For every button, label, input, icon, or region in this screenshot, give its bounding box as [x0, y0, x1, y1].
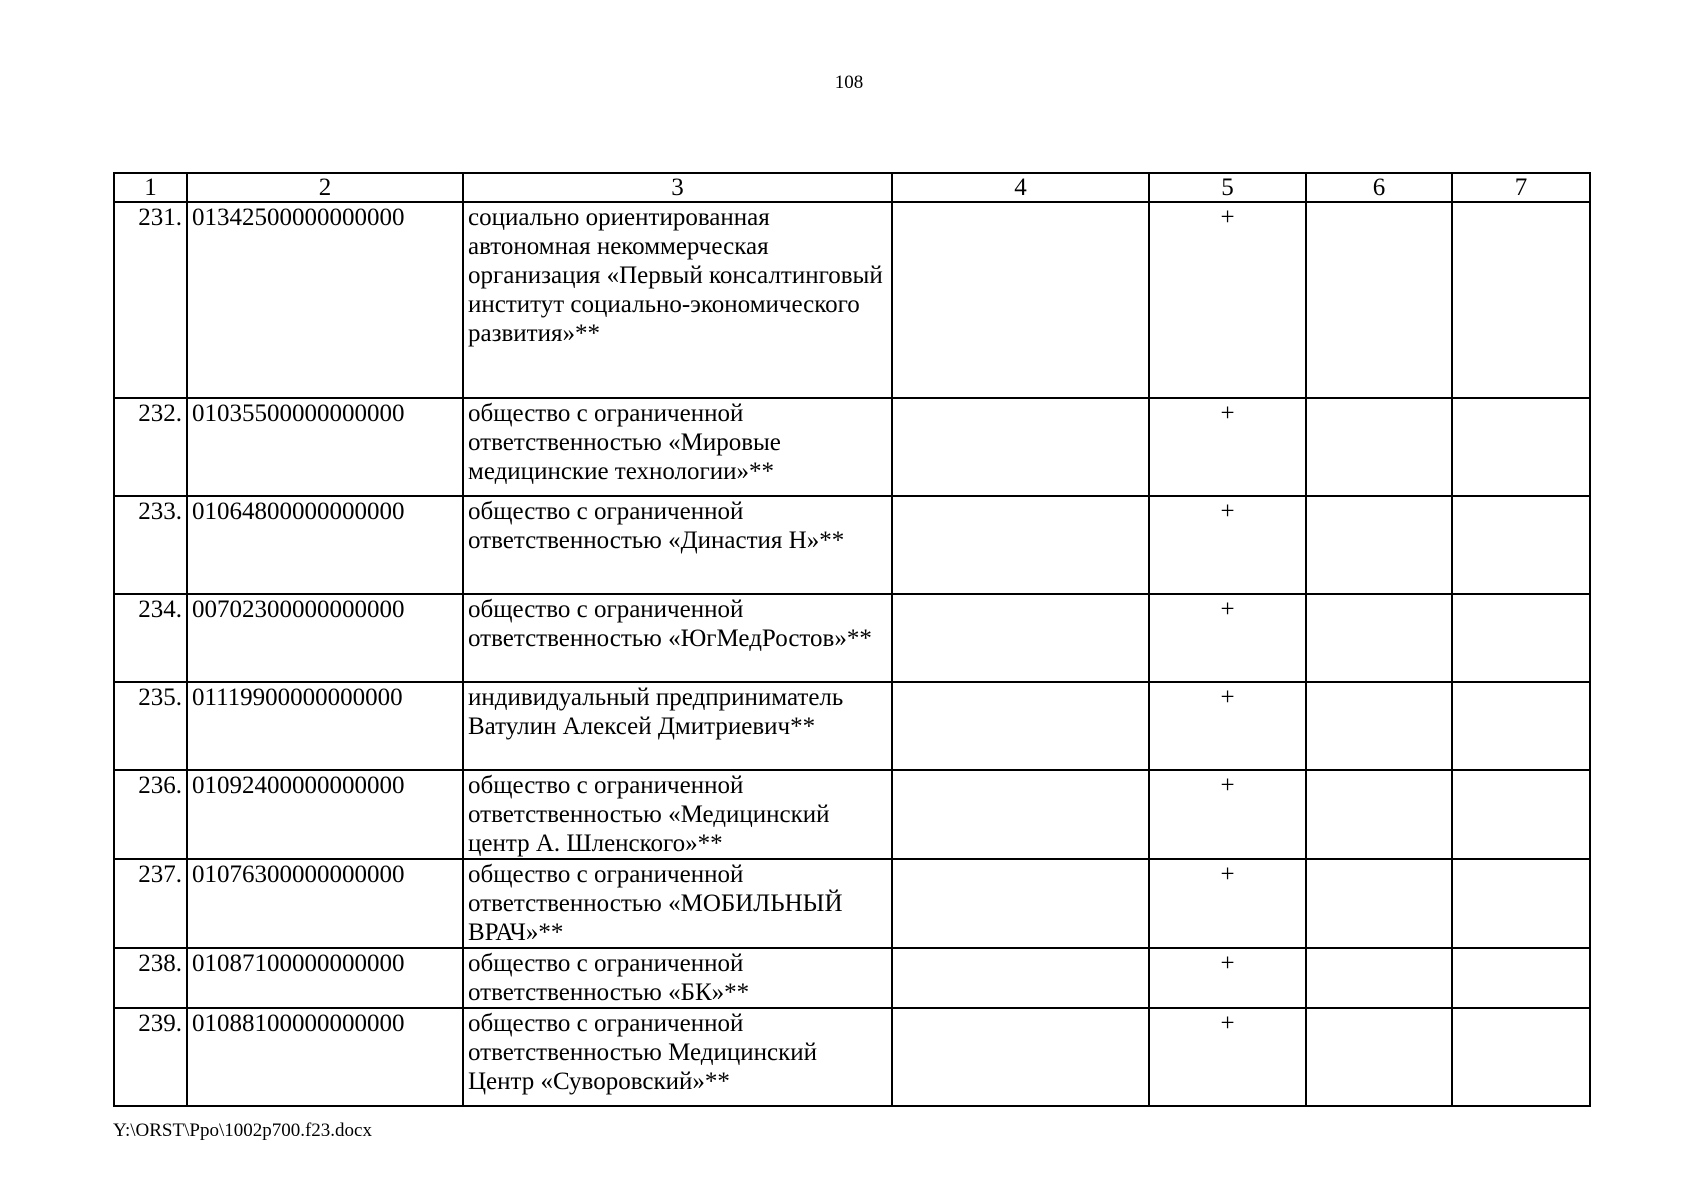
- row-code: 01035500000000000: [187, 398, 463, 496]
- table-row: [114, 594, 1590, 682]
- column-header: 5: [1149, 173, 1306, 202]
- table-row: [114, 496, 1590, 594]
- file-path-footer: Y:\ORST\Ppo\1002p700.f23.docx: [113, 1120, 372, 1141]
- column-header: 4: [892, 173, 1149, 202]
- table-row: [114, 1008, 1590, 1106]
- cell-col4: [892, 948, 1149, 1008]
- organization-name: индивидуальный предприниматель Ватулин Алексей Дмитриевич**: [463, 682, 892, 770]
- cell-col4: [892, 202, 1149, 398]
- plus-mark: +: [1149, 859, 1306, 948]
- cell-col6: [1306, 202, 1452, 398]
- row-code: 00702300000000000: [187, 594, 463, 682]
- table-row: [114, 770, 1590, 859]
- organization-name: общество с ограниченной ответственностью Медицинский Центр «Суворовский»**: [463, 1008, 892, 1106]
- cell-col7: [1452, 770, 1590, 859]
- cell-col6: [1306, 496, 1452, 594]
- column-header: 3: [463, 173, 892, 202]
- row-number: 239.: [114, 1008, 187, 1106]
- cell-col4: [892, 770, 1149, 859]
- cell-col4: [892, 1008, 1149, 1106]
- cell-col7: [1452, 859, 1590, 948]
- cell-col7: [1452, 948, 1590, 1008]
- column-header: 2: [187, 173, 463, 202]
- row-number: 231.: [114, 202, 187, 398]
- organization-name: общество с ограниченной ответственностью «ЮгМедРостов»**: [463, 594, 892, 682]
- organization-name: общество с ограниченной ответственностью «Медицинский центр А. Шленского»**: [463, 770, 892, 859]
- cell-col7: [1452, 682, 1590, 770]
- cell-col6: [1306, 682, 1452, 770]
- organization-name: общество с ограниченной ответственностью «БК»**: [463, 948, 892, 1008]
- table-row: [114, 202, 1590, 398]
- column-header: 7: [1452, 173, 1590, 202]
- table-row: [114, 859, 1590, 948]
- cell-col6: [1306, 594, 1452, 682]
- row-code: 01092400000000000: [187, 770, 463, 859]
- row-number: 238.: [114, 948, 187, 1008]
- plus-mark: +: [1149, 594, 1306, 682]
- cell-col7: [1452, 594, 1590, 682]
- organization-name: общество с ограниченной ответственностью «Мировые медицинские технологии»**: [463, 398, 892, 496]
- row-code: 01088100000000000: [187, 1008, 463, 1106]
- organization-name: общество с ограниченной ответственностью «МОБИЛЬНЫЙ ВРАЧ»**: [463, 859, 892, 948]
- row-number: 233.: [114, 496, 187, 594]
- table-row: [114, 682, 1590, 770]
- row-number: 237.: [114, 859, 187, 948]
- cell-col4: [892, 496, 1149, 594]
- table-header-row: [114, 173, 1590, 202]
- cell-col4: [892, 859, 1149, 948]
- cell-col4: [892, 398, 1149, 496]
- plus-mark: +: [1149, 770, 1306, 859]
- row-code: 01076300000000000: [187, 859, 463, 948]
- plus-mark: +: [1149, 398, 1306, 496]
- row-code: 01119900000000000: [187, 682, 463, 770]
- cell-col6: [1306, 770, 1452, 859]
- organization-name: социально ориентированная автономная некоммерческая организация «Первый консалтинговый институт социально-экономического развития»**: [463, 202, 892, 398]
- row-number: 235.: [114, 682, 187, 770]
- cell-col7: [1452, 496, 1590, 594]
- plus-mark: +: [1149, 496, 1306, 594]
- row-code: 01064800000000000: [187, 496, 463, 594]
- table-row: [114, 948, 1590, 1008]
- column-header: 1: [114, 173, 187, 202]
- plus-mark: +: [1149, 682, 1306, 770]
- plus-mark: +: [1149, 948, 1306, 1008]
- cell-col6: [1306, 948, 1452, 1008]
- table-row: [114, 398, 1590, 496]
- column-header: 6: [1306, 173, 1452, 202]
- data-table: [113, 172, 1591, 1107]
- plus-mark: +: [1149, 202, 1306, 398]
- cell-col4: [892, 594, 1149, 682]
- row-code: 01342500000000000: [187, 202, 463, 398]
- cell-col7: [1452, 1008, 1590, 1106]
- cell-col7: [1452, 202, 1590, 398]
- cell-col6: [1306, 1008, 1452, 1106]
- cell-col7: [1452, 398, 1590, 496]
- row-number: 236.: [114, 770, 187, 859]
- cell-col4: [892, 682, 1149, 770]
- row-number: 232.: [114, 398, 187, 496]
- cell-col6: [1306, 859, 1452, 948]
- row-code: 01087100000000000: [187, 948, 463, 1008]
- organization-name: общество с ограниченной ответственностью «Династия Н»**: [463, 496, 892, 594]
- page-number: 108: [834, 72, 864, 93]
- cell-col6: [1306, 398, 1452, 496]
- plus-mark: +: [1149, 1008, 1306, 1106]
- row-number: 234.: [114, 594, 187, 682]
